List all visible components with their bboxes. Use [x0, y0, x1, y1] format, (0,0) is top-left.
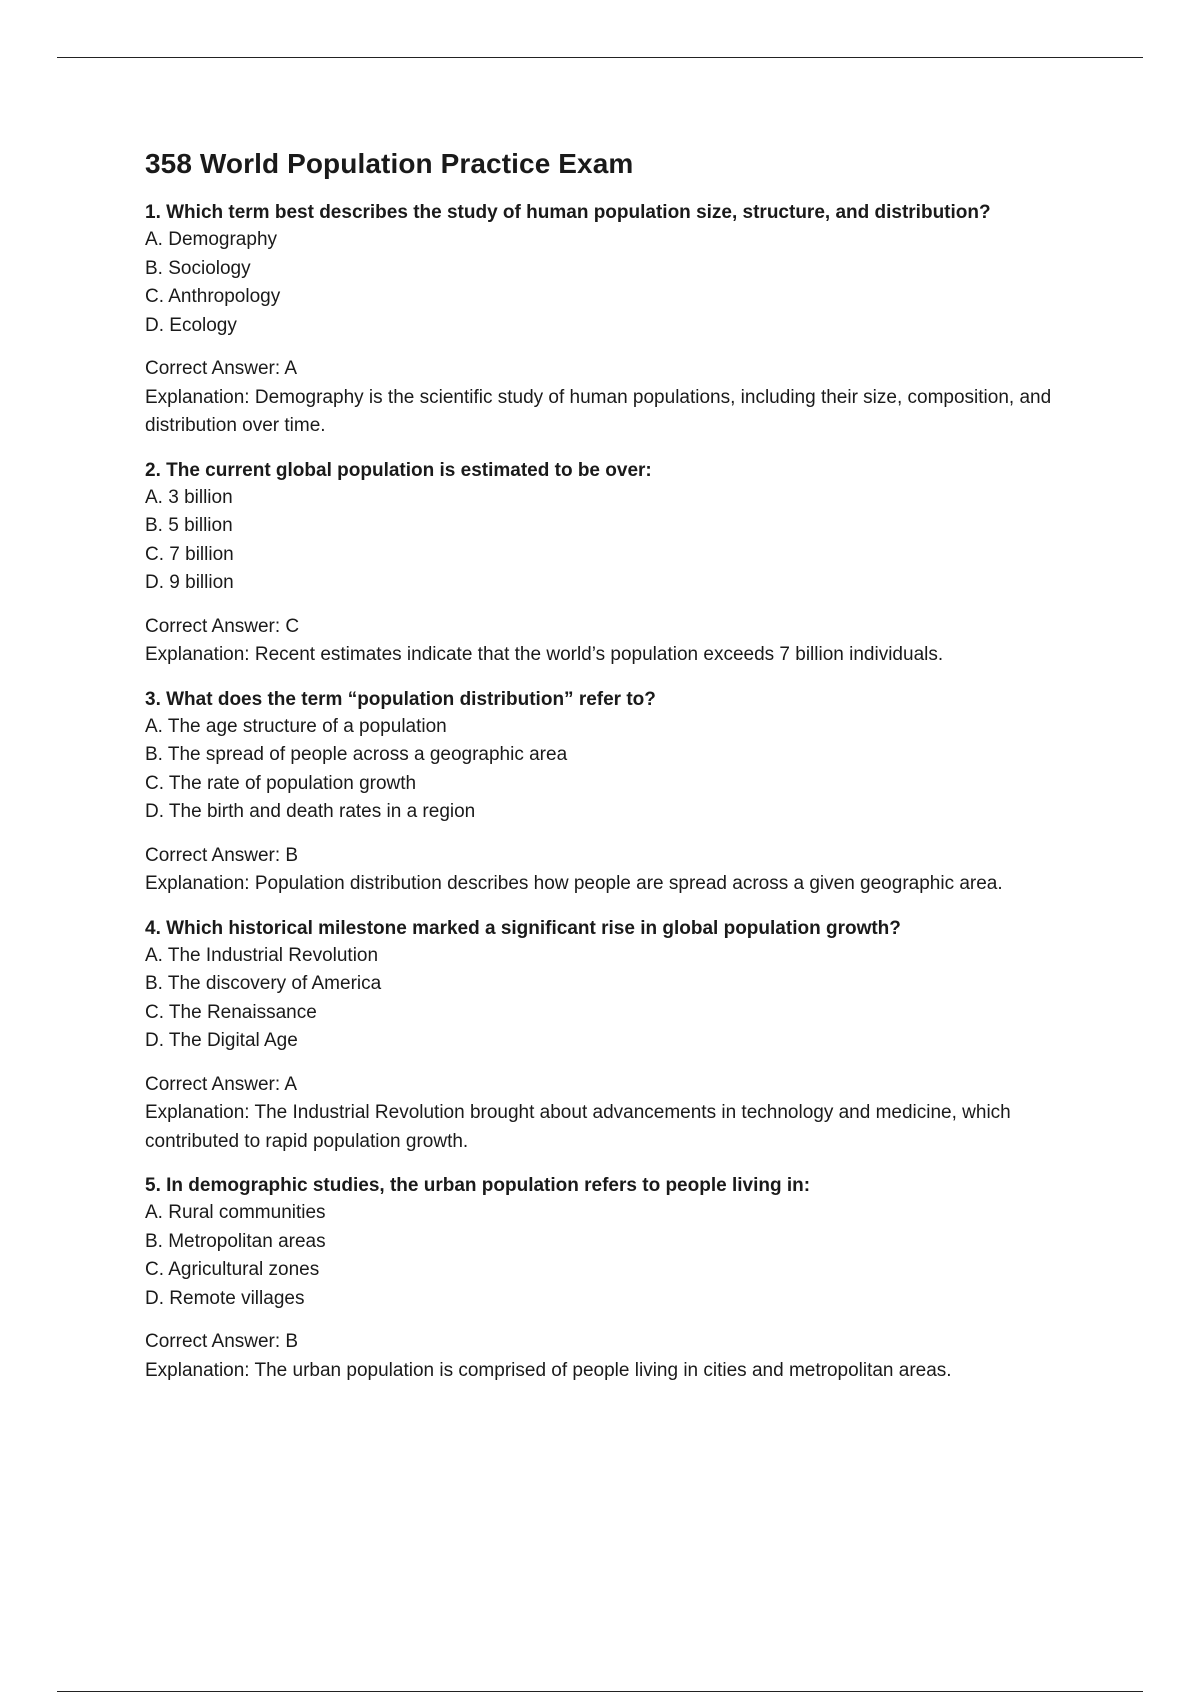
correct-answer: Correct Answer: B [145, 1331, 299, 1352]
option-c: C. Anthropology [145, 286, 281, 307]
explanation: Explanation: Demography is the scientific study of human populations, including their size, composition, and distribution over time. [145, 386, 1052, 436]
option-c: C. 7 billion [145, 543, 234, 565]
option-b: B. The spread of people across a geographic area [145, 744, 568, 765]
question-text: 4. Which historical milestone marked a significant rise in global population growth? [145, 917, 901, 939]
option-a: A. The age structure of a population [145, 715, 447, 737]
option-b: B. Metropolitan areas [145, 1230, 326, 1252]
option-a: A. 3 billion [145, 486, 233, 508]
exam-document [145, 146, 1095, 1401]
correct-answer: Correct Answer: A [145, 358, 298, 379]
option-list [145, 1199, 1095, 1313]
option-d: D. 9 billion [145, 572, 234, 593]
option-a: A. Demography [145, 229, 278, 250]
question-block [145, 1172, 1095, 1385]
option-list [145, 226, 1095, 340]
question-text: 1. Which term best describes the study of human population size, structure, and distribution? [145, 202, 991, 223]
correct-answer: Correct Answer: A [145, 1073, 298, 1095]
correct-answer: Correct Answer: B [145, 844, 299, 866]
answer-block [145, 613, 1095, 670]
answer-block [145, 842, 1095, 899]
explanation: Explanation: The Industrial Revolution brought about advancements in technology and medicine, which contributed to rapid population growth. [145, 1102, 1011, 1152]
answer-block [145, 355, 1095, 441]
option-c: C. Agricultural zones [145, 1259, 320, 1280]
option-d: D. The birth and death rates in a region [145, 801, 476, 822]
answer-block [145, 1328, 1095, 1385]
page-title: 358 World Population Practice Exam [145, 148, 634, 179]
question-block [145, 457, 1095, 670]
explanation: Explanation: Recent estimates indicate that the world’s population exceeds 7 billion individuals. [145, 644, 944, 665]
option-a: A. The Industrial Revolution [145, 944, 379, 966]
option-list [145, 942, 1095, 1056]
option-list [145, 713, 1095, 827]
question-text: 5. In demographic studies, the urban population refers to people living in: [145, 1175, 811, 1196]
question-text: 2. The current global population is estimated to be over: [145, 459, 652, 481]
correct-answer: Correct Answer: C [145, 615, 300, 637]
explanation: Explanation: Population distribution describes how people are spread across a given geographic area. [145, 873, 1003, 894]
explanation: Explanation: The urban population is comprised of people living in cities and metropolitan areas. [145, 1359, 952, 1381]
answer-block [145, 1071, 1095, 1157]
question-text: 3. What does the term “population distribution” refer to? [145, 688, 656, 710]
option-c: C. The rate of population growth [145, 772, 417, 794]
option-b: B. The discovery of America [145, 973, 382, 994]
option-d: D. Remote villages [145, 1287, 305, 1309]
option-d: D. The Digital Age [145, 1030, 298, 1051]
question-block [145, 199, 1095, 441]
header-rule [57, 57, 1143, 58]
option-c: C. The Renaissance [145, 1001, 317, 1023]
question-block [145, 686, 1095, 899]
option-a: A. Rural communities [145, 1202, 326, 1223]
option-list [145, 484, 1095, 598]
option-d: D. Ecology [145, 314, 237, 336]
footer-rule [57, 1691, 1143, 1692]
option-b: B. Sociology [145, 257, 251, 279]
question-block [145, 915, 1095, 1157]
option-b: B. 5 billion [145, 515, 233, 536]
